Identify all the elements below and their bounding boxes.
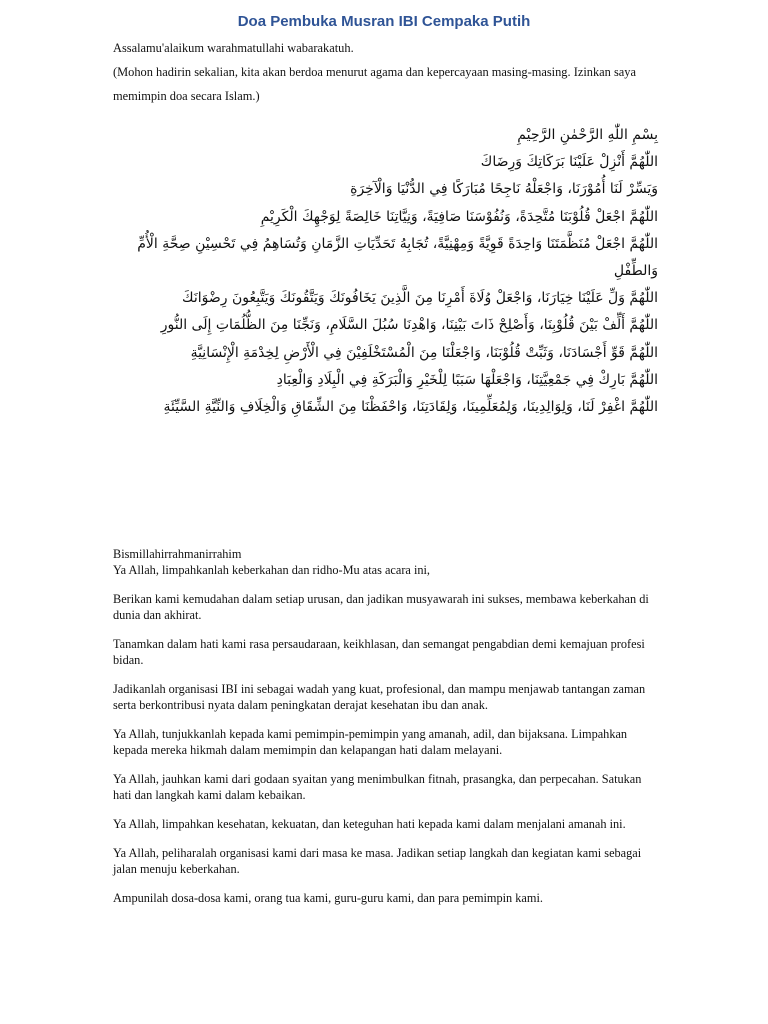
indonesian-prayer-section	[113, 546, 658, 919]
arabic-line: اللّٰهُمَّ اغْفِرْ لَنَا، وَلِوَالِدِينَا، وَلِمُعَلِّمِينَا، وَلِقَادَتِنَا، وَاحْفَظْنَا مِنَ الشِّقَاقِ وَالْخِلَافِ وَالنِّيَّةِ السَّيِّئَةِ	[163, 399, 658, 416]
intro-section	[113, 36, 658, 108]
arabic-line: اللّٰهُمَّ قَوِّ أَجْسَادَنَا، وَثَبِّتْ قُلُوْبَنَا، وَاجْعَلْنَا مِنَ الْمُسْتَخْلَفِيْنَ فِي الْأَرْضِ لِخِدْمَةِ الْإِنْسَانِيَّةِ	[190, 344, 658, 361]
arabic-line: وَيَسِّرْ لَنَا أُمُوْرَنَا، وَاجْعَلْهُ نَاجِحًا مُبَارَكًا فِي الدُّنْيَا وَالْآخِرَةِ	[350, 181, 658, 198]
arabic-line: اللّٰهُمَّ بَارِكْ فِي جَمْعِيَّتِنَا، وَاجْعَلْهَا سَبَبًا لِلْخَيْرِ وَالْبَرَكَةِ فِي الْبِلَادِ وَالْعِبَادِ	[276, 371, 658, 388]
basmala-text: Bismillahirrahmanirrahim	[113, 547, 242, 561]
arabic-line: اللّٰهُمَّ أَلِّفْ بَيْنَ قُلُوْبِنَا، وَأَصْلِحْ ذَاتَ بَيْنِنَا، وَاهْدِنَا سُبُلَ السَّلَامِ، وَنَجِّنَا مِنَ الظُّلُمَاتِ إِلَى النُّورِ	[160, 317, 658, 334]
arabic-line: اللّٰهُمَّ أَنْزِلْ عَلَيْنَا بَرَكَاتِكَ وَرِضَاكَ	[480, 154, 658, 171]
prayer-paragraph: Jadikanlah organisasi IBI ini sebagai wadah yang kuat, profesional, dan mampu menjawab tantangan zaman serta berkontribusi nyata dalam peningkatan derajat kesehatan ibu dan anak.	[113, 682, 646, 712]
prayer-paragraph: Ya Allah, tunjukkanlah kepada kami pemimpin-pemimpin yang amanah, adil, dan bijaksana. Limpahkan kepada mereka hikmah dalam memimpin dan kelapangan hati dalam melayani.	[113, 727, 628, 757]
prayer-paragraph: Ya Allah, limpahkanlah keberkahan dan ridho-Mu atas acara ini,	[113, 563, 431, 577]
page-title: Doa Pembuka Musran IBI Cempaka Putih	[237, 13, 531, 30]
greeting-text: Assalamu'alaikum warahmatullahi wabarakatuh.	[113, 41, 354, 55]
prayer-paragraph: Ya Allah, peliharalah organisasi kami dari masa ke masa. Jadikan setiap langkah dan kegiatan kami sebagai jalan menuju keberkahan.	[113, 846, 642, 876]
prayer-paragraph: Ya Allah, jauhkan kami dari godaan syaitan yang menimbulkan fitnah, prasangka, dan perpecahan. Satukan hati dan langkah kami dalam kebaikan.	[113, 772, 642, 802]
arabic-line: اللّٰهُمَّ اجْعَلْ مُنَظَّمَتَنَا وَاحِدَةً قَوِيَّةً وَمِهْنِيَّةً، تُجَابِهُ تَحَدِّيَاتِ الزَّمَانِ وَتُسَاهِمُ فِي تَحْسِيْنِ صِحَّةِ الْأُمِّ وَالطِّفْلِ	[137, 235, 658, 280]
prayer-paragraph: Ya Allah, limpahkan kesehatan, kekuatan, dan keteguhan hati kepada kami dalam menjalani amanah ini.	[113, 817, 626, 831]
arabic-line-basmala: بِسْمِ اللّٰهِ الرَّحْمٰنِ الرَّحِيْمِ	[517, 127, 658, 143]
arabic-line: اللّٰهُمَّ وَلِّ عَلَيْنَا خِيَارَنَا، وَاجْعَلْ وُلَاةَ أَمْرِنَا مِنَ الَّذِينَ يَخَافُونَكَ وَيَتَّقُونَكَ وَيَتَّبِعُونَ رِضْوَانَكَ	[182, 290, 658, 307]
prayer-paragraph: Berikan kami kemudahan dalam setiap urusan, dan jadikan musyawarah ini sukses, membawa keberkahan di dunia dan akhirat.	[113, 592, 649, 622]
prayer-paragraph: Ampunilah dosa-dosa kami, orang tua kami, guru-guru kami, dan para pemimpin kami.	[113, 891, 543, 905]
arabic-prayer-section	[118, 122, 658, 421]
instruction-text: (Mohon hadirin sekalian, kita akan berdoa menurut agama dan kepercayaan masing-masing. Izinkan saya memimpin doa secara Islam.)	[113, 65, 636, 103]
arabic-line: اللّٰهُمَّ اجْعَلْ قُلُوْبَنَا مُتَّحِدَةً، وَنُفُوْسَنَا صَافِيَةً، وَنِيَّاتِنَا خَالِصَةً لِوَجْهِكَ الْكَرِيْمِ	[260, 208, 658, 225]
prayer-paragraph: Tanamkan dalam hati kami rasa persaudaraan, keikhlasan, dan semangat pengabdian demi kemajuan profesi bidan.	[113, 637, 645, 667]
